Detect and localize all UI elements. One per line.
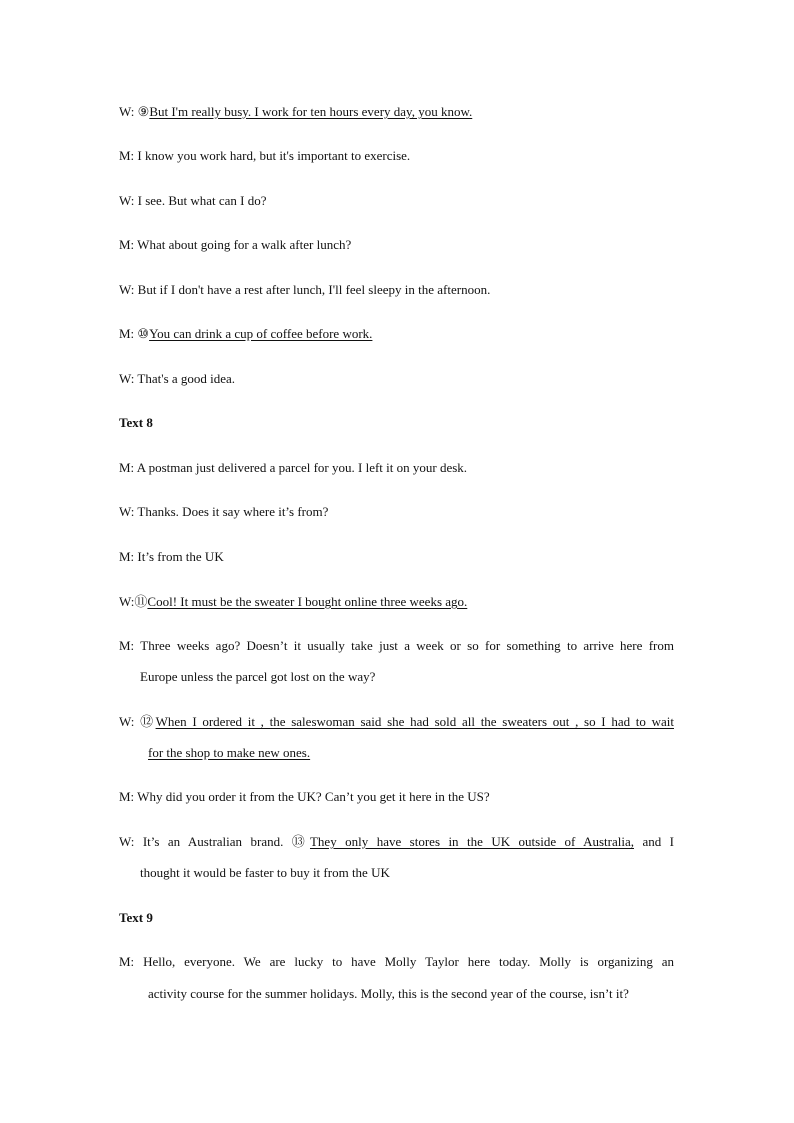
underlined-answer: They only have stores in the UK outside of Australia,: [309, 834, 634, 849]
dialogue-line: W: But if I don't have a rest after lunch, I'll feel sleepy in the afternoon.: [119, 282, 491, 297]
underlined-answer: But I'm really busy. I work for ten hours every day, you know.: [149, 104, 473, 119]
dialogue-line-w-11: [119, 594, 467, 610]
dialogue-line-w-9: [119, 104, 472, 120]
speaker-label: W:: [119, 104, 138, 119]
dialogue-line: M: Hello, everyone. We are lucky to have Molly Taylor here today. Molly is organizing an: [119, 954, 674, 969]
dialogue-line-continuation: thought it would be faster to buy it from the UK: [140, 865, 390, 880]
underlined-answer: Cool! It must be the sweater I bought online three weeks ago.: [147, 594, 468, 609]
dialogue-line: M: A postman just delivered a parcel for you. I left it on your desk.: [119, 460, 468, 475]
dialogue-line: W: That's a good idea.: [119, 371, 236, 386]
dialogue-text: W: It’s an Australian brand.: [119, 834, 292, 849]
section-heading-text-8: Text 8: [119, 415, 153, 430]
dialogue-line: M: I know you work hard, but it's important to exercise.: [119, 148, 411, 163]
question-number: ⑨: [137, 104, 150, 119]
speaker-label: W:: [119, 714, 141, 729]
dialogue-line: M: It’s from the UK: [119, 549, 224, 564]
section-heading-text-9: Text 9: [119, 910, 153, 925]
dialogue-line-w-12: [119, 714, 674, 730]
question-number: ⑪: [134, 594, 148, 609]
speaker-label: W:: [119, 594, 135, 609]
dialogue-text: and I: [642, 834, 674, 849]
question-number: ⑩: [137, 326, 150, 341]
speaker-label: M:: [119, 326, 138, 341]
dialogue-line: W: I see. But what can I do?: [119, 193, 267, 208]
dialogue-line-w-13: [119, 834, 674, 850]
dialogue-line-continuation: Europe unless the parcel got lost on the way?: [140, 669, 376, 684]
question-number: ⑬: [291, 834, 310, 849]
question-number: ⑫: [140, 714, 156, 729]
underlined-answer: for the shop to make new ones.: [148, 745, 311, 760]
dialogue-line: M: Three weeks ago? Doesn’t it usually take just a week or so for something to arrive here from: [119, 638, 674, 653]
underlined-answer: When I ordered it , the saleswoman said she had sold all the sweaters out , so I had to wait: [155, 714, 674, 729]
dialogue-line-continuation: activity course for the summer holidays. Molly, this is the second year of the course, isn’t it?: [148, 986, 629, 1001]
dialogue-line-m-10: [119, 326, 372, 342]
underlined-answer: You can drink a cup of coffee before work.: [149, 326, 373, 341]
dialogue-line: W: Thanks. Does it say where it’s from?: [119, 504, 329, 519]
dialogue-line: M: Why did you order it from the UK? Can’t you get it here in the US?: [119, 789, 490, 804]
dialogue-line-continuation: [148, 745, 310, 761]
dialogue-line: M: What about going for a walk after lunch?: [119, 237, 352, 252]
